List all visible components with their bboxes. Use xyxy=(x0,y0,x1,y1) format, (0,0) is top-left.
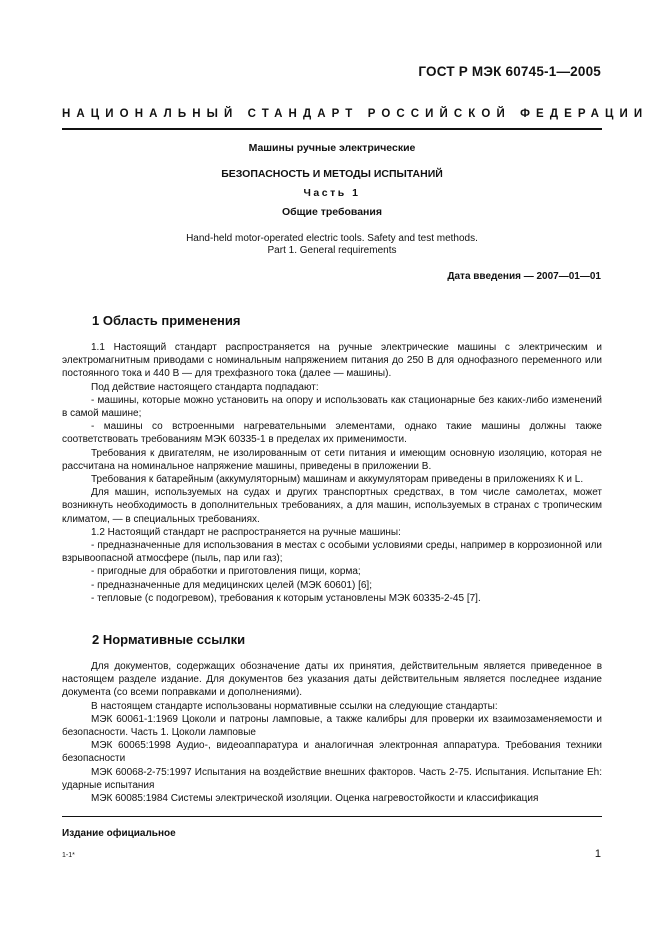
national-standard-banner: НАЦИОНАЛЬНЫЙ СТАНДАРТ РОССИЙСКОЙ ФЕДЕРАЦИИ xyxy=(62,108,649,120)
section-1-body xyxy=(62,341,602,605)
paragraph: - машины со встроенными нагревательными элементами, однако такие машины должны также соответствовать требованиям МЭК 60335-1 в пределах их применимости. xyxy=(62,421,602,446)
paragraph: Для машин, используемых на судах и других транспортных средствах, в том числе самолетах, может возникнуть необходимость в дополнительных требованиях, а для машин, используемых в странах с тропическим климатом, — в специальных требованиях. xyxy=(62,487,602,525)
footer-mark: 1-1* xyxy=(62,852,75,859)
part-title: Общие требования xyxy=(282,206,382,218)
english-title-line-1: Hand-held motor-operated electric tools. Safety and test methods. xyxy=(186,233,478,244)
section-1-heading: 1 Область применения xyxy=(92,313,241,328)
subject-title: Машины ручные электрические xyxy=(248,142,416,154)
section-2-heading: 2 Нормативные ссылки xyxy=(92,632,246,647)
paragraph: - пригодные для обработки и приготовления пищи, корма; xyxy=(91,566,361,578)
header-divider xyxy=(62,128,602,130)
english-title xyxy=(62,233,602,257)
paragraph: МЭК 60085:1984 Системы электрической изоляции. Оценка нагревостойкости и классификация xyxy=(91,793,539,805)
paragraph: В настоящем стандарте использованы нормативные ссылки на следующие стандарты: xyxy=(91,700,498,712)
paragraph: Под действие настоящего стандарта подпадают: xyxy=(91,381,319,393)
main-title: БЕЗОПАСНОСТЬ И МЕТОДЫ ИСПЫТАНИЙ xyxy=(221,168,443,180)
paragraph: - предназначенные для использования в местах с особыми условиями среды, например в коррозионной или взрывоопасной атмосфере (пыль, пар или газ); xyxy=(62,540,602,565)
paragraph: - предназначенные для медицинских целей (МЭК 60601) [6]; xyxy=(91,579,372,591)
paragraph: Требования к двигателям, не изолированным от сети питания и имеющим основную изоляцию, которая не рассчитана на номинальное напряжение машины, приведены в приложении В. xyxy=(62,447,602,472)
paragraph: МЭК 60068-2-75:1997 Испытания на воздействие внешних факторов. Часть 2-75. Испытания. Испытание Eh: ударные испытания xyxy=(62,766,602,791)
section-2-body xyxy=(62,660,602,805)
paragraph: 1.1 Настоящий стандарт распространяется на ручные электрические машины с электрическим и электромагнитным приводами с номинальным напряжением питания до 250 В для однофазного переменного или постоянного тока и 440 В — для трехфазного тока (далее — машины). xyxy=(62,342,602,380)
paragraph: МЭК 60065:1998 Аудио-, видеоаппаратура и аналогичная электронная аппаратура. Требования техники безопасности xyxy=(62,740,602,765)
page-number: 1 xyxy=(594,848,601,860)
paragraph: 1.2 Настоящий стандарт не распространяется на ручные машины: xyxy=(91,526,401,538)
paragraph: Для документов, содержащих обозначение даты их принятия, действительным является приведенное в настоящем разделе издание. Для документов без указания даты действительным является последнее издание документа (со всеми поправками и дополнениями). xyxy=(62,661,602,699)
introduction-date: Дата введения — 2007—01—01 xyxy=(447,271,601,282)
document-code: ГОСТ Р МЭК 60745-1—2005 xyxy=(418,64,601,79)
official-edition-label: Издание официальное xyxy=(62,828,176,839)
part-label: Часть 1 xyxy=(303,187,361,199)
paragraph: - машины, которые можно установить на опору и использовать как стационарные без каких-либо изменений в самой машине; xyxy=(62,394,602,420)
footer-divider xyxy=(62,816,602,817)
english-title-line-2: Part 1. General requirements xyxy=(267,245,397,256)
paragraph: - тепловые (с подогревом), требования к которым установлены МЭК 60335-2-45 [7]. xyxy=(91,592,481,604)
paragraph: Требования к батарейным (аккумуляторным) машинам и аккумуляторам приведены в приложениях К и L. xyxy=(91,474,584,486)
paragraph: МЭК 60061-1:1969 Цоколи и патроны ламповые, а также калибры для проверки их взаимозаменяемости и безопасности. Часть 1. Цоколи ламповые xyxy=(62,713,602,739)
